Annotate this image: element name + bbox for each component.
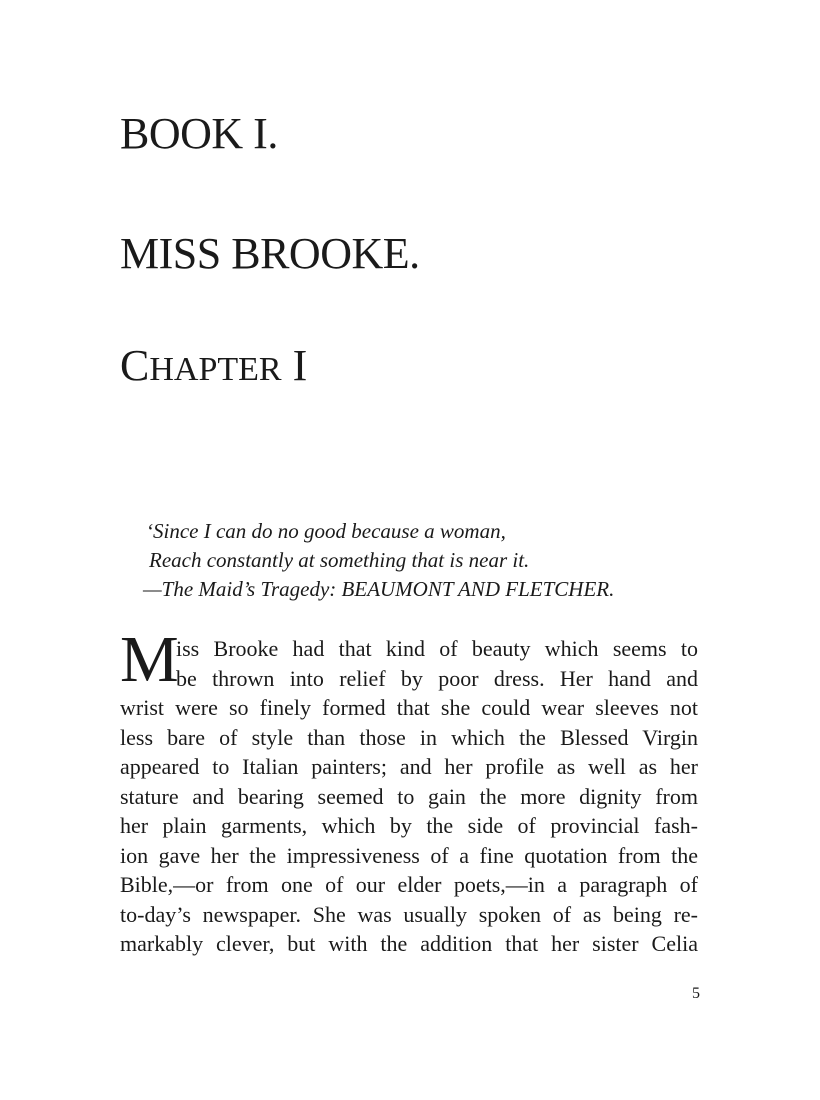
body-line: iss Brooke had that kind of beauty which seems to [176, 636, 698, 661]
book-heading: BOOK I. [120, 109, 278, 158]
body-paragraph [120, 634, 698, 959]
epigraph-line: Reach constantly at something that is near it. [149, 548, 530, 572]
chapter-numeral: I [292, 341, 308, 390]
chapter-word-rest: HAPTER [149, 351, 282, 388]
body-line: stature and bearing seemed to gain the more dignity from [120, 783, 698, 809]
body-line: Bible,—or from one of our elder poets,—in a paragraph of [120, 872, 698, 897]
part-heading: MISS BROOKE. [120, 229, 420, 278]
page-number: 5 [692, 985, 700, 1002]
body-line: less bare of style than those in which the Blessed Virgin [120, 724, 698, 750]
body-line: wrist were so finely formed that she could wear sleeves not [120, 695, 698, 720]
body-line: be thrown into relief by poor dress. Her hand and [176, 665, 698, 691]
chapter-heading [120, 340, 307, 396]
epigraph-line: ‘Since I can do no good because a woman, [146, 519, 506, 543]
body-line: her plain garments, which by the side of provincial fash- [120, 813, 698, 838]
body-line: ion gave her the impressiveness of a fine quotation from the [120, 842, 698, 868]
body-line: appeared to Italian painters; and her profile as well as her [120, 754, 698, 779]
epigraph [143, 517, 706, 604]
epigraph-attribution: —The Maid’s Tragedy: BEAUMONT AND FLETCHER. [143, 577, 615, 601]
drop-cap: M [120, 623, 179, 696]
body-line: markably clever, but with the addition that her sister Celia [120, 931, 698, 956]
body-line: to-day’s newspaper. She was usually spoken of as being re- [120, 901, 698, 927]
chapter-first-letter: C [120, 341, 150, 390]
